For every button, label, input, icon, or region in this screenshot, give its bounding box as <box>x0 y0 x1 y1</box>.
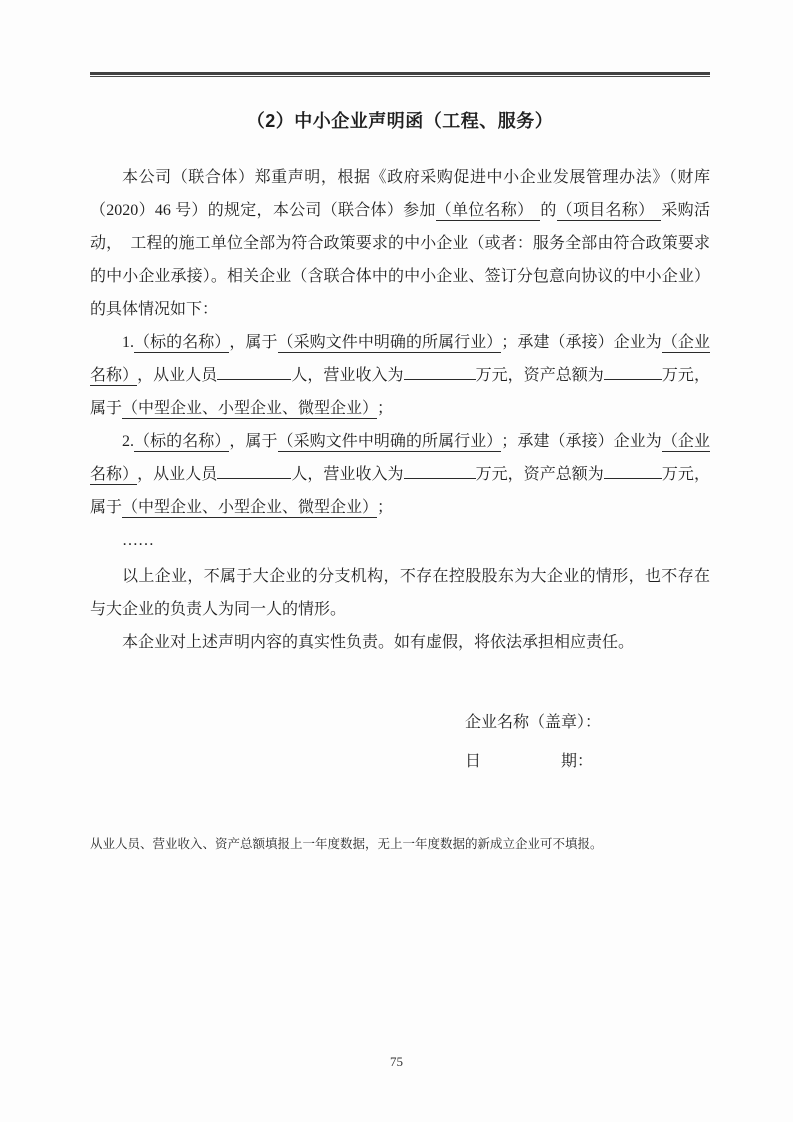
industry-field: （采购文件中明确的所属行业） <box>278 334 502 353</box>
company-name-field: （企业名称） <box>90 433 710 483</box>
ellipsis-line: …… <box>122 532 154 549</box>
item-number: 2. <box>122 433 134 450</box>
footnote: 从业人员、营业收入、资产总额填报上一年度数据，无上一年度数据的新成立企业可不填报。 <box>90 837 603 851</box>
enterprise-type-field: （中型企业、小型企业、微型企业） <box>122 499 377 518</box>
text-run: ，属于 <box>229 433 278 450</box>
signature-block <box>465 713 710 772</box>
revenue-blank <box>404 364 476 380</box>
item-2 <box>90 425 710 524</box>
text-run: ；承建（承接）企业为 <box>501 334 662 351</box>
assets-blank <box>604 364 662 380</box>
text-run: ；承建（承接）企业为 <box>501 433 662 450</box>
employees-blank <box>217 364 291 380</box>
text-run: 本公司（联合体）郑重声明，根据《政府采购促进中小企业发展管理办法》（财库（2020）46 号）的规定，本公司（联合体）参加 <box>90 169 710 219</box>
assets-blank <box>604 463 662 479</box>
text-run: 人，营业收入为 <box>291 466 404 483</box>
text-run: 万元，资产总额为 <box>475 367 604 384</box>
text-run: ，从业人员 <box>137 367 218 384</box>
text-run: 万元，属于 <box>90 367 710 417</box>
item-number: 1. <box>122 334 134 351</box>
intro-paragraph <box>90 161 710 326</box>
text-run: ，从业人员 <box>137 466 218 483</box>
responsibility-paragraph: 本企业对上述声明内容的真实性负责。如有虚假，将依法承担相应责任。 <box>122 634 635 651</box>
text-run: 万元，属于 <box>90 466 710 516</box>
date-label: 日 期： <box>465 753 594 770</box>
employees-blank <box>217 463 291 479</box>
header-rule <box>90 72 710 77</box>
subject-name-field: （标的名称） <box>134 433 229 452</box>
declaration-body <box>90 161 710 659</box>
text-run: 万元，资产总额为 <box>475 466 604 483</box>
page-title: （2）中小企业声明函（工程、服务） <box>246 111 554 131</box>
company-seal-label: 企业名称（盖章）： <box>465 714 602 731</box>
no-affiliation-paragraph: 以上企业，不属于大企业的分支机构，不存在控股股东为大企业的情形，也不存在与大企业的负责人为同一人的情形。 <box>90 568 710 618</box>
text-run: ，属于 <box>229 334 278 351</box>
text-run: 采购活动， 工程的施工单位全部为符合政策要求的中小企业（或者：服务全部由符合政策要求的中小企业承接）。相关企业（含联合体中的中小企业、签订分包意向协议的中小企业）的具体情况如下： <box>90 202 710 318</box>
unit-name-field: （单位名称） <box>436 202 541 221</box>
enterprise-type-field: （中型企业、小型企业、微型企业） <box>122 400 377 419</box>
company-name-field: （企业名称） <box>90 334 710 384</box>
revenue-blank <box>404 463 476 479</box>
subject-name-field: （标的名称） <box>134 334 229 353</box>
text-run: 人，营业收入为 <box>291 367 404 384</box>
text-run: ； <box>377 400 394 417</box>
project-name-field: （项目名称） <box>557 202 662 221</box>
industry-field: （采购文件中明确的所属行业） <box>278 433 502 452</box>
item-1 <box>90 326 710 425</box>
text-run: 的 <box>540 202 557 219</box>
text-run: ； <box>377 499 394 516</box>
page-number: 75 <box>390 1054 403 1069</box>
